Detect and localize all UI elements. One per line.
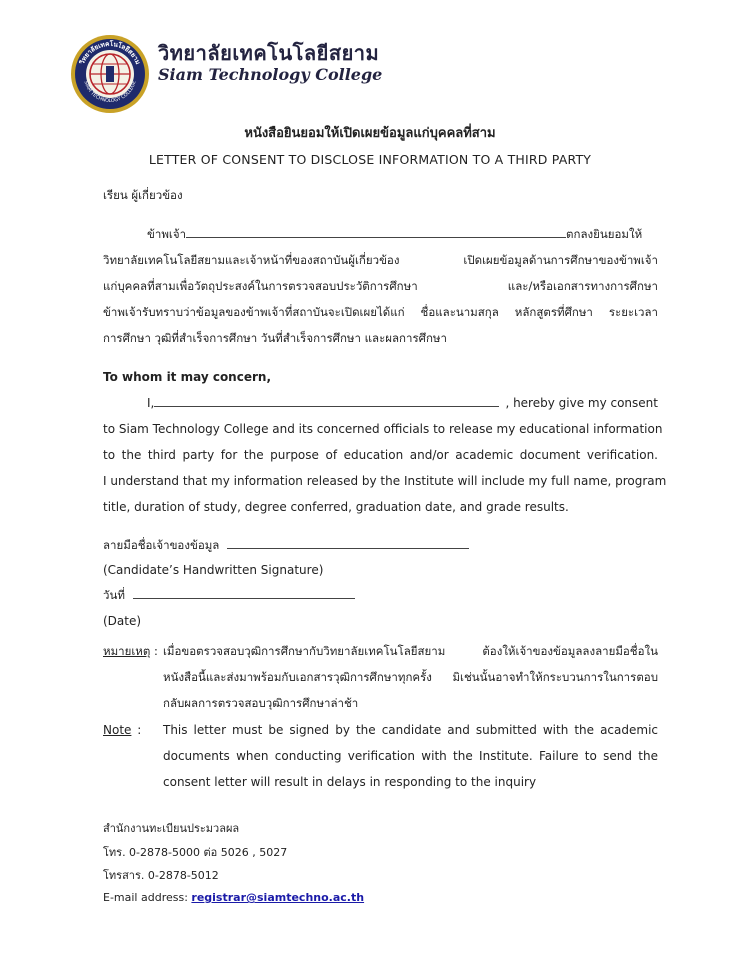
date-label-english: (Date): [103, 614, 142, 628]
footer-office: สำนักงานทะเบียนประมวลผล: [103, 822, 240, 835]
thai-body-line-3: แก่บุคคลที่สามเพื่อวัตถุประสงค์ในการตรวจสอบประวัติการศึกษา และ/หรือเอกสารทางการศึกษา: [103, 279, 658, 293]
document-title-english: LETTER OF CONSENT TO DISCLOSE INFORMATION TO A THIRD PARTY: [148, 152, 592, 167]
footer-email-label: E-mail address:: [103, 891, 192, 904]
remark-label-thai: หมายเหตุ: [103, 644, 151, 658]
thai-name-blank: [186, 226, 566, 238]
signature-line: [103, 537, 469, 553]
thai-body-line-2: วิทยาลัยเทคโนโลยีสยามและเจ้าหน้าที่ของสถาบันผู้เกี่ยวข้อง เปิดเผยข้อมูลด้านการศึกษาของข้าพเจ้า: [103, 253, 658, 267]
note-label-row: [103, 722, 141, 738]
date-line: [103, 587, 355, 603]
college-name-thai: วิทยาลัยเทคโนโลยีสยาม: [158, 41, 380, 65]
note-label: Note: [103, 723, 132, 737]
english-salutation: To whom it may concern,: [103, 370, 271, 384]
footer-email-link[interactable]: registrar@siamtechno.ac.th: [191, 891, 365, 904]
remark-label-row: [103, 643, 158, 659]
english-name-blank: [154, 395, 499, 407]
english-name-prefix: I,: [147, 396, 155, 410]
remark-thai-line-1: เมื่อขอตรวจสอบวุฒิการศึกษากับวิทยาลัยเทคโนโลยีสยาม ต้องให้เจ้าของข้อมูลลงลายมือชื่อใน: [163, 644, 658, 658]
remark-colon: :: [154, 644, 158, 658]
thai-name-prefix: ข้าพเจ้า: [147, 227, 187, 241]
thai-body-line-4: ข้าพเจ้ารับทราบว่าข้อมูลของข้าพเจ้าที่สถาบันจะเปิดเผยได้แก่ ชื่อและนามสกุล หลักสูตรที่ศึกษา ระยะเวลา: [103, 305, 658, 319]
college-name-english: Siam Technology College: [158, 65, 383, 84]
date-label-thai: วันที่: [103, 588, 125, 602]
english-consent-line-1: [147, 395, 658, 411]
note-line-1: This letter must be signed by the candidate and submitted with the academic: [163, 723, 658, 737]
english-body-line-4: I understand that my information released by the Institute will include my full name, program: [103, 474, 667, 488]
english-name-suffix: , hereby give my consent: [505, 396, 658, 410]
thai-body-line-5: การศึกษา วุฒิที่สำเร็จการศึกษา วันที่สำเร็จการศึกษา และผลการศึกษา: [103, 331, 447, 345]
note-colon: :: [137, 723, 142, 737]
svg-text:SIAM TECHNOLOGY COLLEGE: SIAM TECHNOLOGY COLLEGE: [82, 80, 138, 105]
english-body-line-3: to the third party for the purpose of education and/or academic document verification.: [103, 448, 658, 462]
signature-label-english: (Candidate’s Handwritten Signature): [103, 563, 324, 577]
remark-thai-line-3: กลับผลการตรวจสอบวุฒิการศึกษาล่าช้า: [163, 696, 359, 710]
signature-label-thai: ลายมือชื่อเจ้าของข้อมูล: [103, 538, 220, 552]
english-body-line-5: title, duration of study, degree conferred, graduation date, and grade results.: [103, 500, 569, 514]
remark-thai-line-2: หนังสือนี้และส่งมาพร้อมกับเอกสารวุฒิการศึกษาทุกครั้ง มิเช่นนั้นอาจทำให้กระบวนการในการตอบ: [163, 670, 658, 684]
footer-fax: โทรสาร. 0-2878-5012: [103, 869, 219, 882]
note-line-3: consent letter will result in delays in responding to the inquiry: [163, 775, 537, 789]
footer-phone: โทร. 0-2878-5000 ต่อ 5026 , 5027: [103, 846, 288, 859]
footer-email-row: [103, 890, 364, 906]
date-blank: [133, 587, 355, 599]
english-body-line-2: to Siam Technology College and its concerned officials to release my educational information: [103, 422, 663, 436]
thai-name-suffix: ตกลงยินยอมให้: [566, 227, 643, 241]
thai-salutation: เรียน ผู้เกี่ยวข้อง: [103, 188, 183, 202]
college-logo-emblem: [70, 34, 150, 114]
svg-text:วิทยาลัยเทคโนโลยีสยาม: วิทยาลัยเทคโนโลยีสยาม: [77, 39, 143, 66]
signature-blank: [227, 537, 469, 549]
thai-consent-line-1: [147, 226, 642, 242]
document-title-thai: หนังสือยินยอมให้เปิดเผยข้อมูลแก่บุคคลที่สาม: [244, 126, 496, 141]
note-line-2: documents when conducting verification with the Institute. Failure to send the: [163, 749, 658, 763]
college-name-block: [158, 42, 382, 86]
